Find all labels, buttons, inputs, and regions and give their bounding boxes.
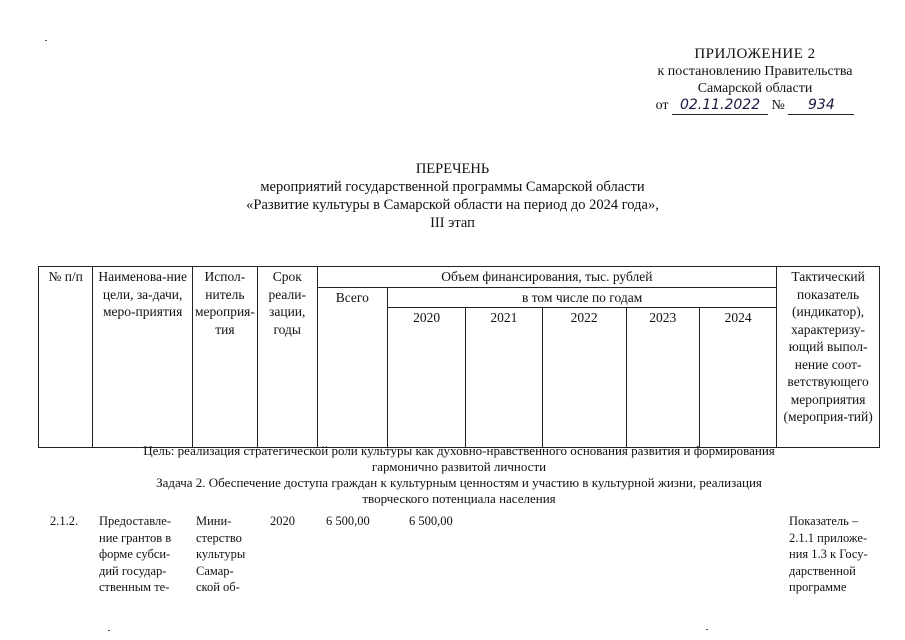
row-indicator-line: программе bbox=[789, 580, 847, 594]
row-name-line: форме субси- bbox=[99, 547, 171, 561]
goal-line-2: гармонично развитой личности bbox=[371, 459, 547, 474]
row-indicator-line: дарственной bbox=[789, 563, 856, 578]
row-exec-line: культуры bbox=[196, 547, 246, 561]
row-indicator-line: 2.1.1 приложе- bbox=[789, 530, 868, 545]
scan-speck bbox=[706, 629, 708, 630]
handwritten-number: 934 bbox=[788, 97, 854, 115]
appendix-title: ПРИЛОЖЕНИЕ 2 bbox=[694, 46, 816, 62]
col-funding: Объем финансирования, тыс. рублей bbox=[317, 267, 777, 288]
row-exec-line: Самар- bbox=[196, 563, 234, 578]
col-indicator: Тактический показатель (индикатор), характеризу-ющий выпол-нение соот-ветствующего мероприятия (мероприя-тий) bbox=[777, 267, 880, 448]
appendix-block bbox=[645, 46, 865, 115]
document-heading bbox=[0, 160, 905, 232]
row-exec-line: стерство bbox=[196, 530, 242, 545]
row-2020: 6 500,00 bbox=[409, 514, 453, 528]
number-label: № bbox=[771, 98, 785, 113]
row-number: 2.1.2. bbox=[50, 514, 79, 528]
appendix-date-line bbox=[645, 97, 865, 115]
col-number: № п/п bbox=[39, 267, 93, 448]
row-name bbox=[99, 513, 184, 596]
row-name-line: Предоставле- bbox=[99, 514, 171, 528]
col-name: Наименова-ние цели, за-дачи, меро-приятия bbox=[93, 267, 193, 448]
col-year-2021: 2021 bbox=[466, 308, 542, 448]
task-line-2: творческого потенциала населения bbox=[362, 491, 556, 506]
row-indicator-line: Показатель – bbox=[789, 514, 859, 528]
scan-speck bbox=[45, 40, 47, 41]
goal-line-1: Цель: реализация стратегической роли культуры как духовно-нравственного основания развития и формирования bbox=[143, 443, 775, 458]
appendix-line-2: Самарской области bbox=[697, 81, 813, 96]
from-label: от bbox=[655, 98, 669, 113]
scan-speck bbox=[108, 630, 110, 631]
goal-block bbox=[38, 443, 880, 507]
heading-line-3: «Развитие культуры в Самарской области на период до 2024 года», bbox=[246, 197, 659, 213]
row-exec-line: Мини- bbox=[196, 514, 232, 528]
appendix-line-1: к постановлению Правительства bbox=[657, 64, 853, 79]
task-line-1: Задача 2. Обеспечение доступа граждан к культурным ценностям и участию в культурной жизни, реализация bbox=[156, 475, 762, 490]
col-year-2024: 2024 bbox=[699, 308, 776, 448]
heading-line-1: ПЕРЕЧЕНЬ bbox=[415, 161, 490, 177]
row-indicator bbox=[789, 513, 889, 596]
row-name-line: дий государ- bbox=[99, 563, 167, 578]
row-executor bbox=[196, 513, 256, 596]
heading-line-2: мероприятий государственной программы Самарской области bbox=[260, 179, 645, 195]
row-name-line: ние грантов в bbox=[99, 530, 172, 545]
handwritten-date: 02.11.2022 bbox=[672, 97, 768, 115]
col-year-2020: 2020 bbox=[388, 308, 466, 448]
row-name-line: ственным те- bbox=[99, 580, 170, 594]
row-term: 2020 bbox=[270, 514, 295, 528]
funding-table-header bbox=[38, 266, 880, 448]
col-year-2022: 2022 bbox=[542, 308, 626, 448]
heading-line-4: III этап bbox=[430, 215, 475, 231]
col-by-years: в том числе по годам bbox=[388, 287, 777, 308]
col-year-2023: 2023 bbox=[626, 308, 699, 448]
row-total: 6 500,00 bbox=[326, 514, 370, 528]
row-indicator-line: ния 1.3 к Госу- bbox=[789, 547, 868, 561]
row-exec-line: ской об- bbox=[196, 580, 240, 594]
col-term: Срок реали-зации, годы bbox=[257, 267, 317, 448]
col-total: Всего bbox=[317, 287, 387, 448]
col-executor: Испол-нитель мероприя-тия bbox=[192, 267, 257, 448]
